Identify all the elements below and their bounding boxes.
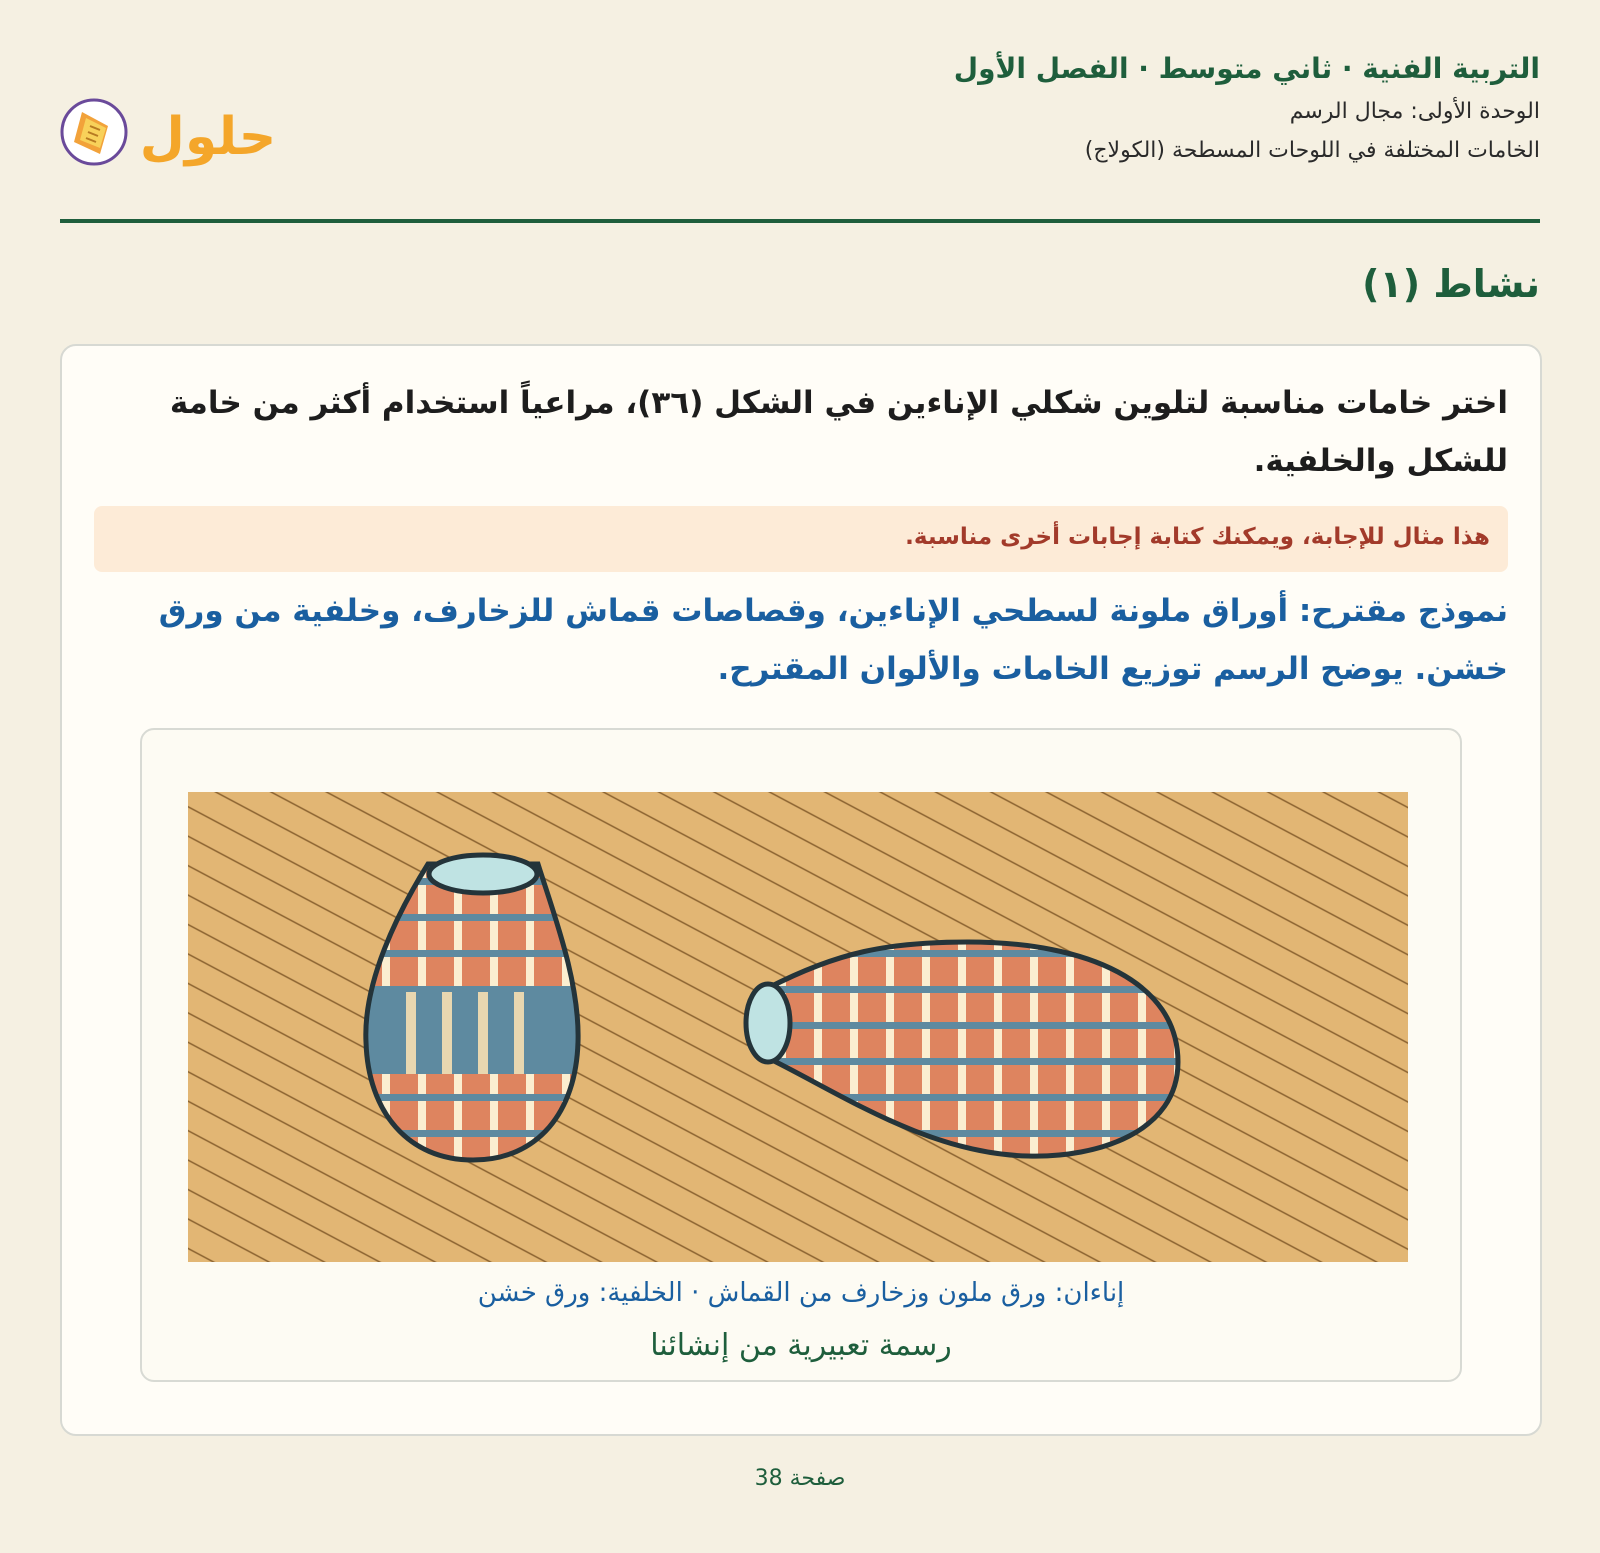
- activity-card: [60, 344, 1542, 1436]
- figure-box: [140, 728, 1462, 1382]
- figure-credit: رسمة تعبيرية من إنشائنا: [650, 1328, 952, 1363]
- subject-title: التربية الفنية · ثاني متوسط · الفصل الأول: [953, 52, 1540, 85]
- page-number: صفحة 38: [754, 1466, 846, 1491]
- note-text: هذا مثال للإجابة، ويمكنك كتابة إجابات أخرى مناسبة.: [905, 524, 1490, 550]
- question-text: اختر خامات مناسبة لتلوين شكلي الإناءين في الشكل (٣٦)، مراعياً استخدام أكثر من خامة للشكل والخلفية.: [169, 385, 1508, 479]
- header-divider: [60, 219, 1540, 223]
- answer-text: نموذج مقترح: أوراق ملونة لسطحي الإناءين، وقصاصات قماش للزخارف، وخلفية من ورق خشن. يوضح الرسم توزيع الخامات والألوان المقترح.: [158, 593, 1508, 687]
- figure-caption: إناءان: ورق ملون وزخارف من القماش · الخلفية: ورق خشن: [477, 1278, 1125, 1308]
- collage-illustration: [188, 792, 1408, 1262]
- lesson-title: الخامات المختلفة في اللوحات المسطحة (الكولاج): [1084, 138, 1540, 163]
- header-text: [954, 52, 1540, 177]
- activity-title: نشاط (١): [1362, 262, 1540, 306]
- logo-text: حلول: [139, 107, 277, 167]
- lying-vase-mouth: [746, 984, 790, 1062]
- upright-vase-mouth: [429, 855, 537, 893]
- hulul-logo: [60, 82, 290, 182]
- answer-note: [94, 506, 1508, 572]
- unit-title: الوحدة الأولى: مجال الرسم: [1289, 99, 1540, 124]
- page-header: [60, 52, 1540, 222]
